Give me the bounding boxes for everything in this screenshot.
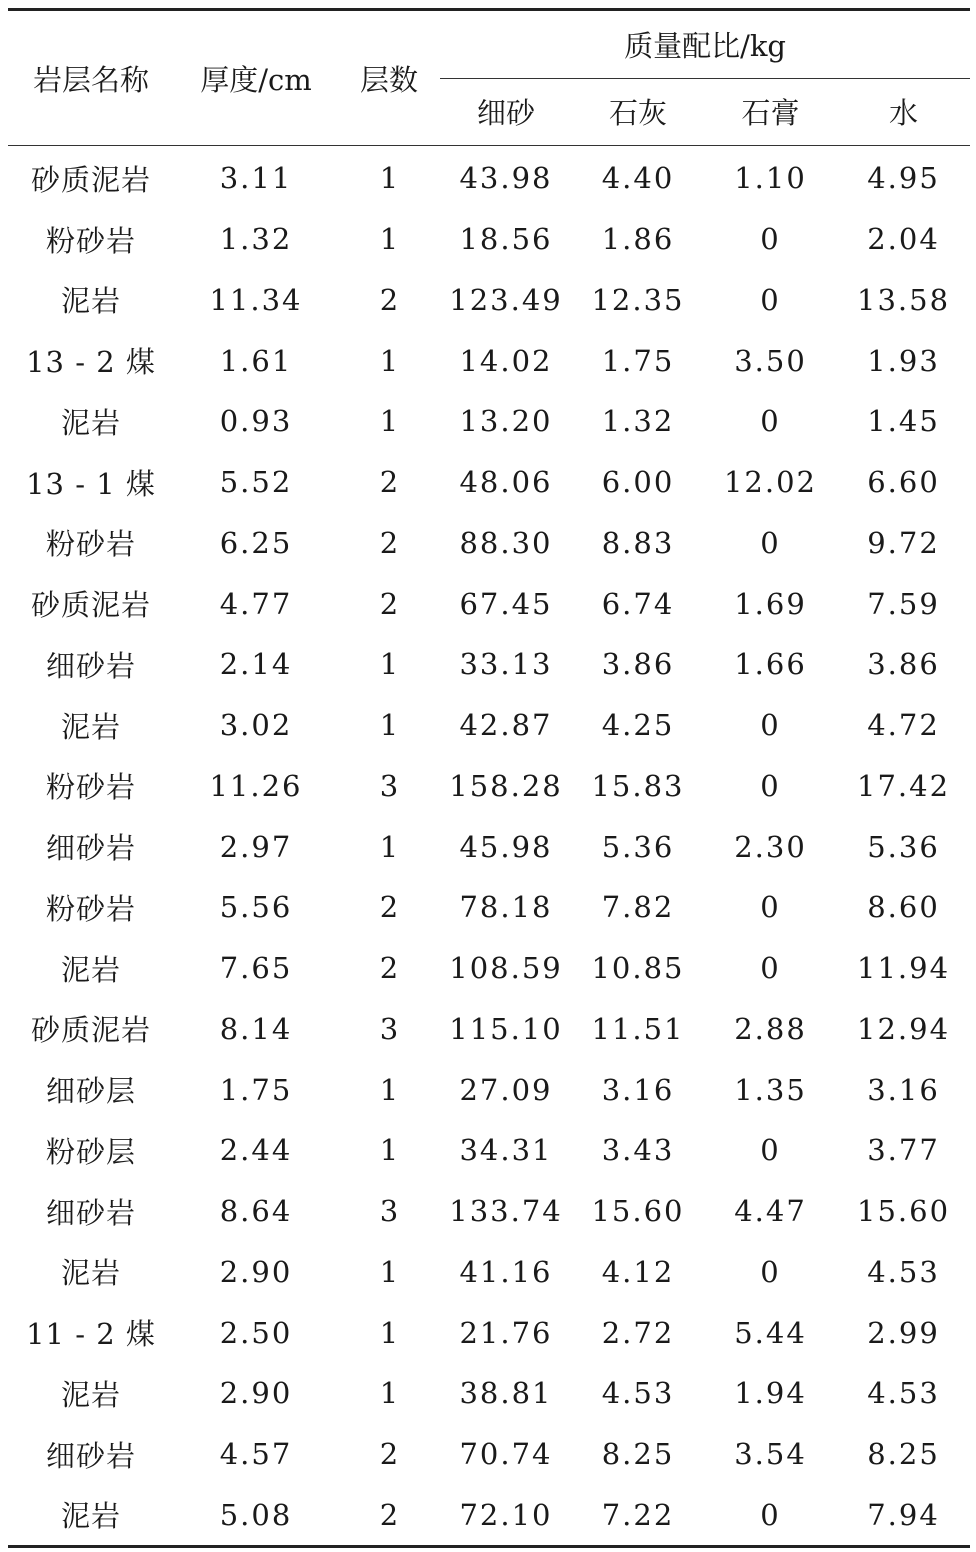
cell-rock-name: 细砂岩 (45, 1438, 136, 1473)
cell-layers: 1 (379, 1376, 399, 1411)
cell-gypsum: 0 (760, 951, 781, 986)
cell-water: 15.60 (857, 1194, 951, 1229)
cell-water: 8.25 (867, 1437, 940, 1472)
rock-layer-mix-table (8, 8, 970, 1545)
header-water: 水 (837, 78, 970, 146)
cell-water: 17.42 (857, 768, 951, 803)
cell-fine-sand: 18.56 (459, 222, 553, 257)
cell-fine-sand: 115.10 (449, 1011, 563, 1046)
cell-layers: 1 (379, 1072, 399, 1107)
cell-gypsum: 0 (760, 404, 781, 439)
cell-water: 7.59 (867, 586, 940, 621)
cell-rock-name: 粉砂层 (45, 1134, 136, 1169)
cell-thickness: 2.90 (219, 1376, 293, 1411)
cell-water: 3.86 (867, 647, 940, 682)
cell-fine-sand: 48.06 (459, 465, 553, 500)
cell-thickness: 8.64 (219, 1194, 293, 1229)
cell-fine-sand: 45.98 (459, 829, 553, 864)
cell-thickness: 4.77 (219, 586, 293, 621)
cell-layers: 1 (379, 1315, 399, 1350)
cell-rock-name: 细砂岩 (45, 648, 136, 683)
cell-fine-sand: 14.02 (459, 343, 553, 378)
cell-lime: 7.82 (601, 890, 675, 925)
table-row (8, 391, 970, 452)
cell-rock-name: 13 - 2 煤 (26, 345, 156, 380)
cell-fine-sand: 88.30 (459, 525, 553, 560)
cell-water: 4.72 (867, 708, 940, 743)
cell-gypsum: 0 (760, 1497, 781, 1532)
header-gypsum: 石膏 (704, 78, 837, 146)
cell-thickness: 1.75 (219, 1072, 293, 1107)
cell-layers: 2 (379, 951, 399, 986)
cell-thickness: 6.25 (219, 525, 293, 560)
table-header (8, 10, 970, 146)
table-row (8, 330, 970, 391)
cell-lime: 11.51 (591, 1011, 685, 1046)
cell-lime: 3.16 (601, 1072, 675, 1107)
table-row (8, 695, 970, 756)
cell-water: 11.94 (857, 951, 951, 986)
cell-lime: 4.40 (601, 161, 675, 196)
cell-water: 2.04 (867, 222, 940, 257)
cell-fine-sand: 123.49 (449, 282, 563, 317)
cell-layers: 2 (379, 1497, 399, 1532)
cell-rock-name: 泥岩 (60, 709, 121, 744)
cell-rock-name: 泥岩 (60, 405, 121, 440)
cell-rock-name: 11 - 2 煤 (26, 1317, 156, 1352)
cell-lime: 1.75 (601, 343, 675, 378)
cell-water: 12.94 (857, 1011, 951, 1046)
cell-gypsum: 1.66 (734, 647, 807, 682)
cell-fine-sand: 38.81 (459, 1376, 553, 1411)
table-row (8, 1242, 970, 1303)
table-row (8, 756, 970, 817)
cell-gypsum: 2.30 (734, 829, 807, 864)
header-rock-name: 岩层名称 (8, 10, 174, 146)
cell-thickness: 11.26 (209, 768, 303, 803)
cell-lime: 4.25 (601, 708, 675, 743)
cell-thickness: 3.11 (219, 161, 293, 196)
cell-gypsum: 4.47 (734, 1194, 807, 1229)
cell-layers: 1 (379, 343, 399, 378)
cell-thickness: 0.93 (219, 404, 293, 439)
cell-lime: 15.83 (591, 768, 685, 803)
table-bottom-rule (8, 1545, 970, 1548)
table-row (8, 513, 970, 574)
cell-layers: 2 (379, 586, 399, 621)
cell-gypsum: 3.50 (734, 343, 807, 378)
cell-lime: 3.86 (601, 647, 675, 682)
table-row (8, 1181, 970, 1242)
cell-layers: 3 (379, 1194, 399, 1229)
cell-fine-sand: 42.87 (459, 708, 553, 743)
cell-fine-sand: 67.45 (459, 586, 553, 621)
cell-lime: 15.60 (591, 1194, 685, 1229)
cell-layers: 2 (379, 525, 399, 560)
cell-fine-sand: 13.20 (459, 404, 553, 439)
table-body (8, 146, 970, 1546)
cell-water: 7.94 (867, 1497, 940, 1532)
cell-fine-sand: 43.98 (459, 161, 553, 196)
cell-thickness: 1.61 (219, 343, 293, 378)
cell-rock-name: 细砂层 (45, 1074, 136, 1109)
cell-thickness: 11.34 (209, 282, 303, 317)
table-row (8, 1302, 970, 1363)
header-layers: 层数 (338, 10, 440, 146)
cell-layers: 1 (379, 1133, 399, 1168)
cell-thickness: 2.50 (219, 1315, 293, 1350)
cell-water: 9.72 (867, 525, 940, 560)
cell-rock-name: 粉砂岩 (45, 770, 136, 805)
cell-rock-name: 粉砂岩 (45, 527, 136, 562)
cell-thickness: 8.14 (219, 1011, 293, 1046)
cell-gypsum: 0 (760, 768, 781, 803)
cell-rock-name: 泥岩 (60, 952, 121, 987)
cell-layers: 1 (379, 708, 399, 743)
table-row (8, 1059, 970, 1120)
cell-thickness: 4.57 (219, 1437, 293, 1472)
cell-gypsum: 1.10 (734, 161, 807, 196)
cell-water: 1.93 (867, 343, 940, 378)
table-row (8, 573, 970, 634)
cell-gypsum: 0 (760, 890, 781, 925)
cell-lime: 6.74 (601, 586, 675, 621)
cell-rock-name: 泥岩 (60, 284, 121, 319)
cell-thickness: 5.08 (219, 1497, 293, 1532)
cell-fine-sand: 78.18 (459, 890, 553, 925)
cell-rock-name: 砂质泥岩 (30, 162, 151, 197)
cell-fine-sand: 33.13 (459, 647, 553, 682)
cell-water: 13.58 (857, 282, 951, 317)
cell-gypsum: 12.02 (723, 465, 818, 500)
table-row (8, 999, 970, 1060)
cell-rock-name: 细砂岩 (45, 831, 136, 866)
header-thickness: 厚度/cm (174, 10, 338, 146)
cell-thickness: 2.44 (219, 1133, 293, 1168)
table-row (8, 209, 970, 270)
cell-water: 8.60 (867, 890, 940, 925)
cell-thickness: 3.02 (219, 708, 293, 743)
cell-fine-sand: 72.10 (459, 1497, 553, 1532)
cell-fine-sand: 158.28 (449, 768, 563, 803)
cell-fine-sand: 108.59 (449, 951, 563, 986)
cell-rock-name: 砂质泥岩 (30, 1013, 151, 1048)
cell-lime: 7.22 (601, 1497, 675, 1532)
table-row (8, 1120, 970, 1181)
cell-fine-sand: 133.74 (449, 1194, 563, 1229)
cell-lime: 4.12 (601, 1254, 675, 1289)
table-row (8, 270, 970, 331)
table-row (8, 1424, 970, 1485)
cell-rock-name: 粉砂岩 (45, 891, 136, 926)
cell-layers: 2 (379, 1437, 399, 1472)
cell-water: 2.99 (867, 1315, 940, 1350)
rock-layer-mix-table-container (8, 8, 970, 1545)
cell-thickness: 1.32 (219, 222, 293, 257)
cell-layers: 1 (379, 404, 399, 439)
cell-layers: 1 (379, 1254, 399, 1289)
cell-gypsum: 3.54 (734, 1437, 807, 1472)
cell-gypsum: 2.88 (734, 1011, 807, 1046)
cell-gypsum: 0 (760, 1254, 781, 1289)
cell-lime: 4.53 (601, 1376, 675, 1411)
cell-water: 4.95 (867, 161, 940, 196)
table-row (8, 1363, 970, 1424)
cell-fine-sand: 21.76 (459, 1315, 553, 1350)
cell-gypsum: 5.44 (734, 1315, 807, 1350)
table-row (8, 452, 970, 513)
cell-water: 6.60 (867, 465, 940, 500)
cell-water: 1.45 (867, 404, 940, 439)
cell-lime: 1.86 (601, 222, 675, 257)
cell-layers: 3 (379, 1011, 399, 1046)
table-row (8, 146, 970, 209)
cell-gypsum: 0 (760, 525, 781, 560)
header-lime: 石灰 (572, 78, 704, 146)
cell-water: 4.53 (867, 1254, 940, 1289)
cell-layers: 1 (379, 647, 399, 682)
cell-rock-name: 细砂岩 (45, 1195, 136, 1230)
cell-gypsum: 0 (760, 1133, 781, 1168)
cell-thickness: 5.52 (219, 465, 293, 500)
table-row (8, 938, 970, 999)
cell-layers: 2 (379, 890, 399, 925)
table-row (8, 877, 970, 938)
cell-fine-sand: 41.16 (459, 1254, 553, 1289)
cell-lime: 1.32 (601, 404, 675, 439)
table-row (8, 816, 970, 877)
cell-layers: 2 (379, 282, 399, 317)
cell-rock-name: 砂质泥岩 (30, 588, 151, 623)
cell-thickness: 7.65 (219, 951, 293, 986)
cell-gypsum: 0 (760, 708, 781, 743)
cell-layers: 2 (379, 465, 399, 500)
cell-gypsum: 1.94 (734, 1376, 807, 1411)
table-row (8, 634, 970, 695)
cell-rock-name: 泥岩 (60, 1377, 121, 1412)
cell-lime: 6.00 (601, 465, 675, 500)
cell-lime: 10.85 (591, 951, 685, 986)
cell-thickness: 2.14 (219, 647, 293, 682)
cell-lime: 5.36 (601, 829, 675, 864)
cell-lime: 2.72 (601, 1315, 675, 1350)
cell-rock-name: 粉砂岩 (45, 223, 136, 258)
table-row (8, 1485, 970, 1546)
cell-layers: 1 (379, 161, 399, 196)
cell-water: 3.77 (867, 1133, 940, 1168)
cell-lime: 8.25 (601, 1437, 675, 1472)
cell-gypsum: 1.69 (734, 586, 807, 621)
cell-thickness: 5.56 (219, 890, 293, 925)
cell-gypsum: 1.35 (734, 1072, 807, 1107)
cell-fine-sand: 70.74 (459, 1437, 553, 1472)
header-mass-ratio: 质量配比/kg (440, 10, 970, 79)
cell-rock-name: 泥岩 (60, 1256, 121, 1291)
cell-lime: 12.35 (591, 282, 685, 317)
cell-gypsum: 0 (760, 222, 781, 257)
cell-rock-name: 13 - 1 煤 (26, 466, 156, 501)
cell-layers: 3 (379, 768, 399, 803)
cell-gypsum: 0 (760, 282, 781, 317)
cell-water: 5.36 (867, 829, 940, 864)
cell-lime: 8.83 (601, 525, 675, 560)
cell-lime: 3.43 (601, 1133, 675, 1168)
cell-layers: 1 (379, 829, 399, 864)
cell-thickness: 2.90 (219, 1254, 293, 1289)
cell-thickness: 2.97 (219, 829, 293, 864)
cell-water: 4.53 (867, 1376, 940, 1411)
cell-rock-name: 泥岩 (60, 1499, 121, 1534)
cell-fine-sand: 27.09 (459, 1072, 553, 1107)
cell-water: 3.16 (867, 1072, 940, 1107)
cell-layers: 1 (379, 222, 399, 257)
cell-fine-sand: 34.31 (459, 1133, 553, 1168)
header-fine-sand: 细砂 (440, 78, 572, 146)
